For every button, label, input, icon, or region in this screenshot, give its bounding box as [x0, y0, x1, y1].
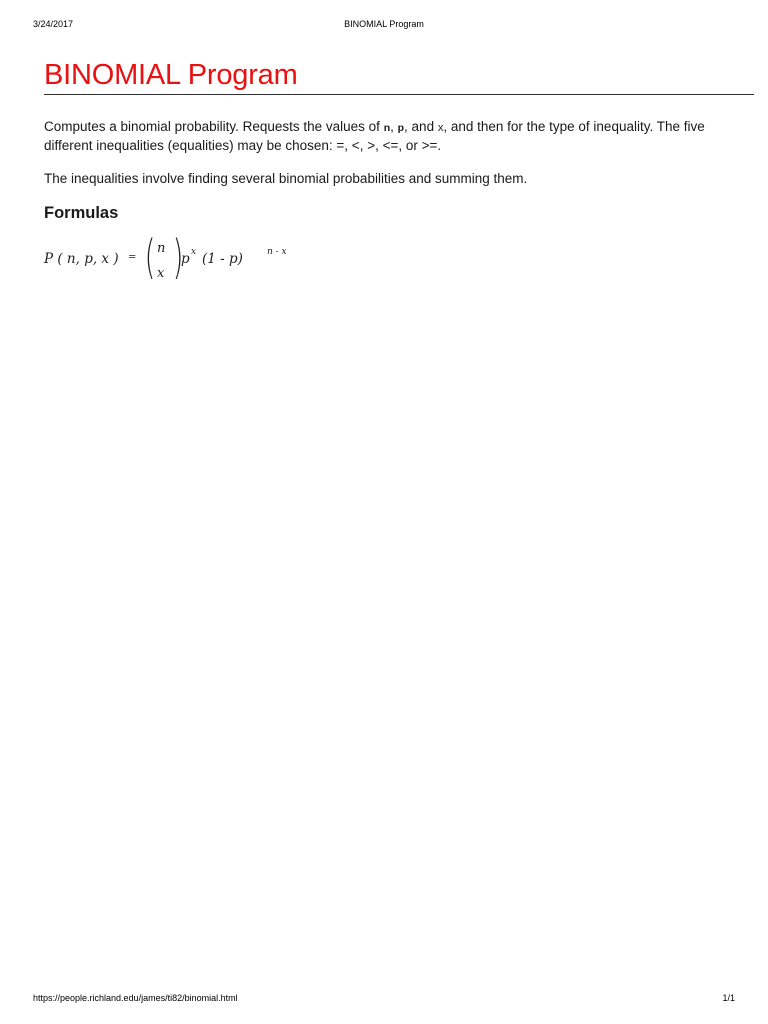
description-text-start: Computes a binomial probability. Requests the values of	[44, 119, 384, 134]
separator-2: , and	[404, 119, 438, 134]
formula-complement: (1 - p)	[202, 251, 243, 267]
variable-n: n	[383, 122, 391, 134]
formula-lhs: P ( n, p, x )	[44, 251, 119, 267]
print-footer	[0, 993, 768, 1007]
page-content	[44, 56, 754, 289]
title-divider	[44, 94, 754, 95]
binomial-right-paren: )	[172, 230, 184, 284]
print-page-count: 1/1	[722, 993, 735, 1003]
description-paragraph	[44, 118, 754, 154]
print-page-title: BINOMIAL Program	[344, 19, 424, 29]
formula-exponent-x: x	[191, 247, 197, 257]
print-header	[0, 19, 768, 33]
print-date: 3/24/2017	[33, 19, 74, 29]
formula-exponent-n-minus-x: n - x	[267, 247, 287, 257]
separator-1: ,	[390, 119, 398, 134]
variable-x: x	[437, 122, 444, 134]
page-title: BINOMIAL Program	[44, 59, 298, 91]
inequalities-paragraph: The inequalities involve finding several binomial probabilities and summing them.	[44, 171, 528, 186]
binomial-formula	[44, 230, 344, 289]
variable-p: p	[397, 122, 405, 134]
binomial-bottom: x	[157, 266, 165, 281]
formula-equals: =	[128, 252, 137, 263]
binomial-left-paren: (	[144, 230, 156, 284]
formula-base: p	[181, 251, 190, 267]
print-url: https://people.richland.edu/james/ti82/binomial.html	[33, 993, 238, 1003]
binomial-top: n	[157, 241, 166, 256]
description-text-end: , and then for the type of inequality. The five different inequalities (equalities) may be chosen: =, <, >, <=, or >=.	[44, 119, 705, 153]
formulas-heading: Formulas	[44, 204, 119, 222]
